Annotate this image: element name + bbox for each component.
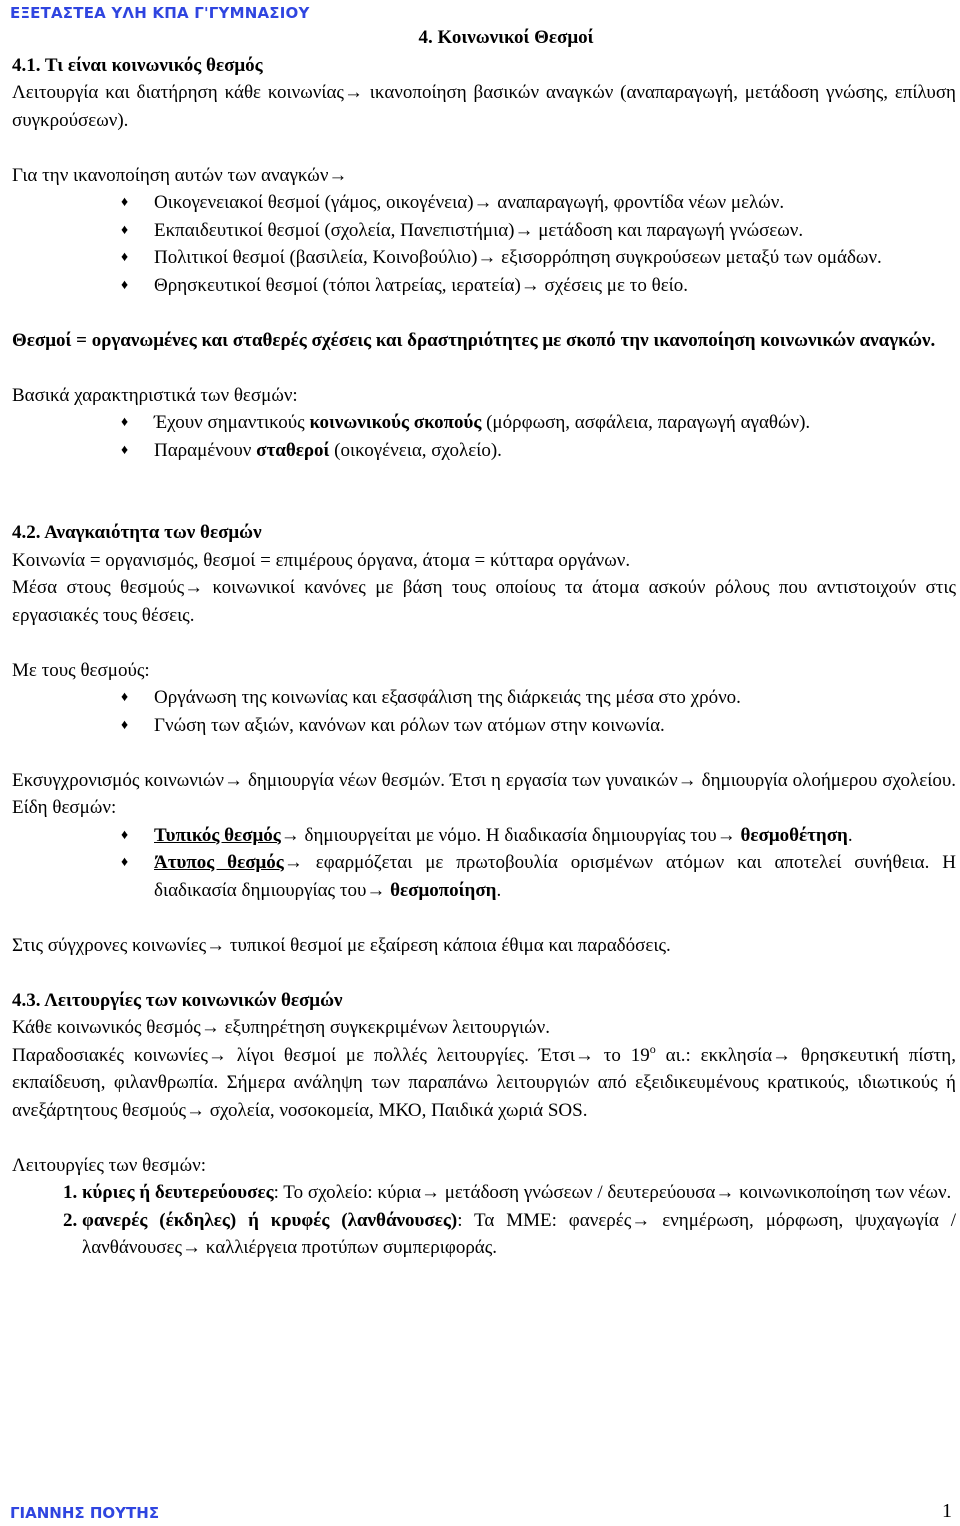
institution-types-list [12,822,956,905]
features-list [12,409,956,464]
modernization-text: Εκσυγχρονισμός κοινωνιών→ δημιουργία νέων θεσμών. Έτσι η εργασία των γυναικών→ δημιουργία ολοήμερου σχολείου. Είδη θεσμών: [12,769,956,818]
list-item: ♦ Θρησκευτικοί θεσμοί (τόποι λατρείας, ιερατεία)→ σχέσεις με το θείο. [154,272,956,300]
needs-list [12,189,956,299]
section-heading-text: 4.3. Λειτουργίες των κοινωνικών θεσμών [12,989,343,1011]
features-intro: Βασικά χαρακτηριστικά των θεσμών: [12,384,298,406]
roles-line: Μέσα στους θεσμούς→ κοινωνικοί κανόνες με βάση τους οποίους τα άτομα ασκούν ρόλους που αντιστοιχούν στις εργασιακές τους θέσεις. [12,577,956,626]
chapter-title: 4. Κοινωνικοί Θεσμοί [418,27,594,48]
section-4-3-heading [12,987,956,1015]
traditional-societies-text: Παραδοσιακές κοινωνίες→ λίγοι θεσμοί με πολλές λειτουργίες. Έτσι→ το $19^o$ αι.: εκκλησία→ θρησκευτική πίστη, εκπαίδευση, φιλανθρωπία. Σήμερα ανάληψη των παραπάνω λειτουργιών από εξειδικευμένους κρατικούς, ιδιωτικούς ή ανεξάρτητους θεσμούς→ σχολεία, νοσοκομεία, ΜΚΟ, Παιδικά χωριά SOS. [12,1041,956,1121]
section-heading-text: 4.2. Αναγκαιότητα των θεσμών [12,522,262,543]
functions-intro: Λειτουργίες των θεσμών: [12,1154,207,1176]
list-item: ♦ Γνώση των αξιών, κανόνων και ρόλων των ατόμων στην κοινωνία. [154,712,956,740]
with-institutions-list [12,684,956,739]
definition [12,327,956,355]
list-item: ♦ Τυπικός θεσμός→ δημιουργείται με νόμο. Η διαδικασία δημιουργίας του→ θεσμοθέτηση. [154,822,956,850]
list-item: 1. κύριες ή δευτερεύουσες: Το σχολείο: κύρια→ μετάδοση γνώσεων / δευτερεύουσα→ κοινωνικοποίηση των νέων. [82,1179,956,1207]
list-item: 2. φανερές (έκδηλες) ή κρυφές (λανθάνουσες): Τα ΜΜΕ: φανερές→ ενημέρωση, μόρφωση, ψυχαγωγία / λανθάνουσες→ καλλιέργεια προτύπων συμπεριφοράς. [82,1207,956,1262]
functions-line: Κάθε κοινωνικός θεσμός→ εξυπηρέτηση συγκεκριμένων λειτουργιών. [12,1017,550,1038]
list-item: ♦ Οργάνωση της κοινωνίας και εξασφάλιση της διάρκειάς της μέσα στο χρόνο. [154,684,956,712]
organism-line: Κοινωνία = οργανισμός, θεσμοί = επιμέρους όργανα, άτομα = κύτταρα οργάνων. [12,549,631,571]
section-heading-text: 4.1. Τι είναι κοινωνικός θεσμός [12,54,263,76]
with-institutions-intro: Με τους θεσμούς: [12,659,150,681]
list-item: ♦ Άτυπος θεσμός→ εφαρμόζεται με πρωτοβουλία ορισμένων ατόμων και αποτελεί συνήθεια. Η διαδικασία δημιουργίας του→ θεσμοποίηση. [154,849,956,904]
list-item: ♦ Παραμένουν σταθεροί (οικογένεια, σχολείο). [154,437,956,465]
section-4-1-intro: Λειτουργία και διατήρηση κάθε κοινωνίας→ ικανοποίηση βασικών αναγκών (αναπαραγωγή, μετάδοση γνώσης, επίλυση συγκρούσεων). [12,82,956,131]
modern-societies-line: Στις σύγχρονες κοινωνίες→ τυπικοί θεσμοί με εξαίρεση κάποια έθιμα και παραδόσεις. [12,934,671,956]
page-number: 1 [942,1500,952,1522]
page-header: ΕΞΕΤΑΣΤΕΑ ΥΛΗ ΚΠΑ Γ'ΓΥΜΝΑΣΙΟΥ [10,4,310,22]
definition-text: Θεσμοί = οργανωμένες και σταθερές σχέσεις και δραστηριότητες με σκοπό την ικανοποίηση κοινωνικών αναγκών. [12,329,936,351]
list-item: ♦ Οικογενειακοί θεσμοί (γάμος, οικογένεια)→ αναπαραγωγή, φροντίδα νέων μελών. [154,189,956,217]
page-footer-author: ΓΙΑΝΝΗΣ ΠΟΥΤΗΣ [10,1504,160,1522]
needs-intro: Για την ικανοποίηση αυτών των αναγκών→ [12,164,348,186]
list-item: ♦ Έχουν σημαντικούς κοινωνικούς σκοπούς (μόρφωση, ασφάλεια, παραγωγή αγαθών). [154,409,956,437]
section-4-2-heading [12,519,956,547]
section-4-1-heading [12,52,956,80]
list-item: ♦ Πολιτικοί θεσμοί (βασιλεία, Κοινοβούλιο)→ εξισορρόπηση συγκρούσεων μεταξύ των ομάδων. [154,244,956,272]
document-body [12,24,956,1262]
list-item: ♦ Εκπαιδευτικοί θεσμοί (σχολεία, Πανεπιστήμια)→ μετάδοση και παραγωγή γνώσεων. [154,217,956,245]
functions-list [12,1179,956,1262]
